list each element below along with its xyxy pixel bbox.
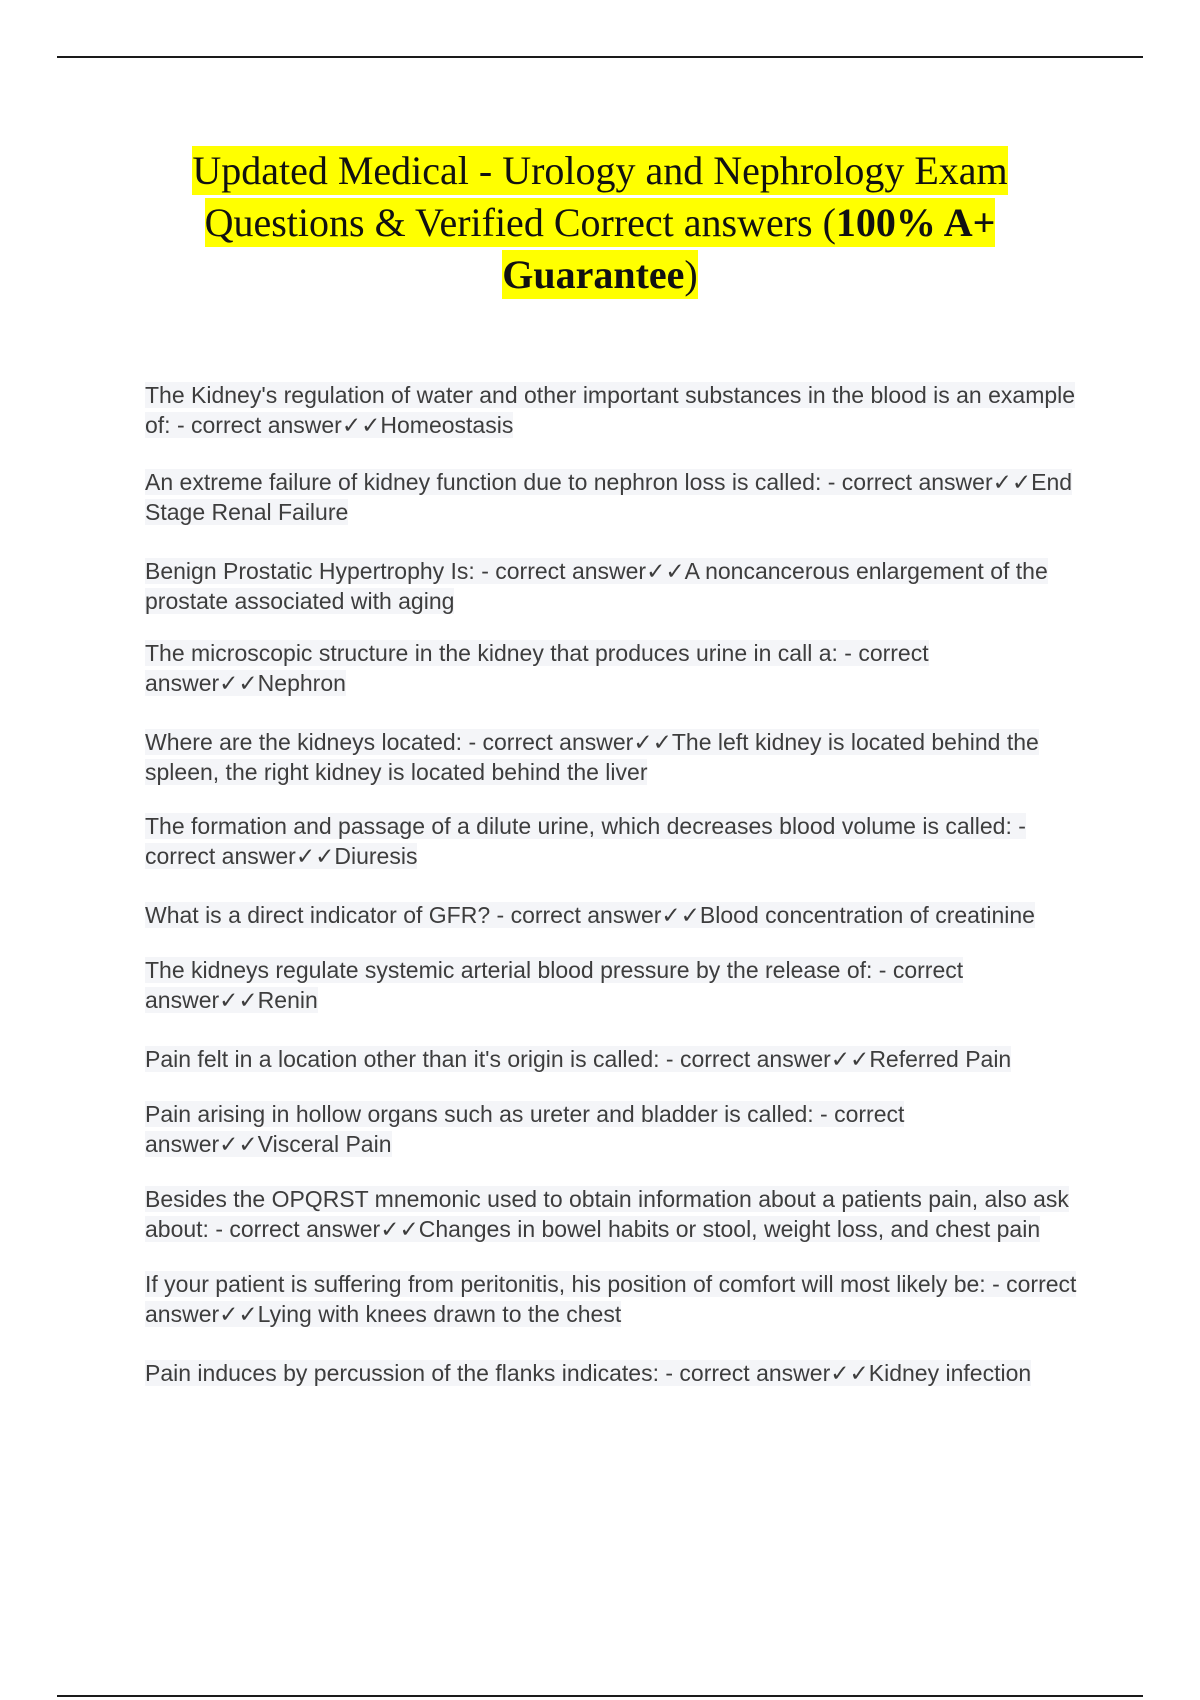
qa-item-5-text: Where are the kidneys located: - correct answer✓✓The left kidney is located behind the spleen, the right kidney is located behind the liver [145,729,1039,785]
title-line-2-bold: 100% A+ [835,200,996,245]
title-line-3 [100,249,1100,301]
title-line-1-text: Updated Medical - Urology and Nephrology Exam [192,148,1008,193]
qa-item-10 [145,1099,1090,1159]
qa-item-1 [145,380,1090,440]
qa-item-11-text: Besides the OPQRST mnemonic used to obtain information about a patients pain, also ask about: - correct answer✓✓Changes in bowel habits or stool, weight loss, and chest pain [145,1186,1069,1242]
bottom-rule [57,1695,1143,1697]
qa-item-12-text: If your patient is suffering from peritonitis, his position of comfort will most likely be: - correct answer✓✓Lying with knees drawn to the chest [145,1271,1077,1327]
qa-item-3 [145,556,1090,616]
title-line-2-text: Questions & Verified Correct answers ( [204,200,836,245]
qa-item-5 [145,727,1090,787]
qa-item-3-text: Benign Prostatic Hypertrophy Is: - correct answer✓✓A noncancerous enlargement of the prostate associated with aging [145,558,1048,614]
title-line-3-highlight [502,250,698,299]
qa-item-10-text: Pain arising in hollow organs such as ureter and bladder is called: - correct answer✓✓Visceral Pain [145,1101,905,1157]
qa-item-7-text: What is a direct indicator of GFR? - correct answer✓✓Blood concentration of creatinine [145,902,1035,928]
qa-item-6-text: The formation and passage of a dilute urine, which decreases blood volume is called: - correct answer✓✓Diuresis [145,813,1026,869]
qa-item-9-text: Pain felt in a location other than it's origin is called: - correct answer✓✓Referred Pain [145,1046,1012,1072]
document-title [100,145,1100,301]
qa-item-2 [145,467,1090,527]
qa-item-9 [145,1044,1090,1074]
qa-item-1-text: The Kidney's regulation of water and other important substances in the blood is an example of: - correct answer✓✓Homeostasis [145,382,1076,438]
qa-item-4 [145,638,1090,698]
title-line-3-bold: Guarantee [502,252,685,297]
qa-item-11 [145,1184,1090,1244]
title-line-2-highlight [205,198,996,247]
qa-item-7 [145,900,1090,930]
title-line-1 [100,145,1100,197]
qa-item-13-text: Pain induces by percussion of the flanks indicates: - correct answer✓✓Kidney infection [145,1360,1032,1386]
title-line-2 [100,197,1100,249]
qa-item-6 [145,811,1090,871]
qa-list [145,380,1090,1388]
title-line-3-end: ) [684,252,698,297]
qa-item-8 [145,955,1090,1015]
qa-item-13 [145,1358,1090,1388]
qa-item-4-text: The microscopic structure in the kidney that produces urine in call a: - correct answer✓✓Nephron [145,640,929,696]
qa-item-8-text: The kidneys regulate systemic arterial blood pressure by the release of: - correct answer✓✓Renin [145,957,964,1013]
qa-item-2-text: An extreme failure of kidney function due to nephron loss is called: - correct answer✓✓End Stage Renal Failure [145,469,1073,525]
top-rule [57,56,1143,58]
qa-item-12 [145,1269,1090,1329]
